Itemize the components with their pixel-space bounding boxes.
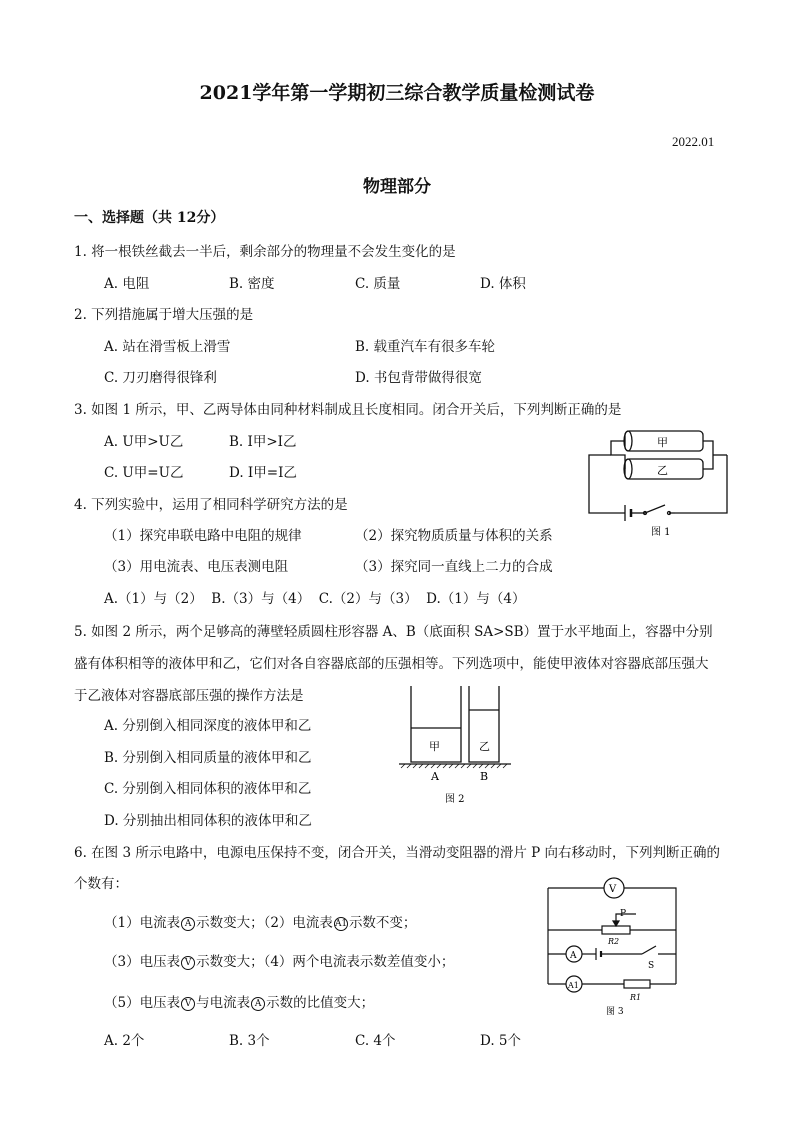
q1-option-c: C. 质量 [355, 276, 401, 292]
fig3-s-label: S [648, 961, 655, 971]
ammeter-a-symbol: A [181, 917, 195, 931]
question-5-line-3: 于乙液体对容器底部压强的操作方法是 [74, 688, 304, 704]
q4-item-3: （3）用电流表、电压表测电阻 [104, 559, 289, 575]
question-6-line-1: 6. 在图 3 所示电路中，电源电压保持不变，闭合开关，当滑动变阻器的滑片 P 向右移动时，下列判断正确的 [74, 845, 721, 861]
ammeter-a-symbol-2: A [251, 997, 265, 1011]
q2-option-c: C. 刀刃磨得很锋利 [104, 370, 217, 386]
q3-option-a: A. U甲>U乙 [104, 434, 184, 450]
fig3-r2-label: R2 [608, 937, 620, 946]
fig3-r1-label: R1 [630, 993, 642, 1002]
question-5-line-1: 5. 如图 2 所示，两个足够高的薄壁轻质圆柱形容器 A、B（底面积 SA>SB）置于水平地面上，容器中分别 [74, 624, 713, 640]
section-subtitle: 物理部分 [363, 177, 431, 197]
fig2-label-b: B [480, 770, 489, 783]
q4-options: A.（1）与（2） B.（3）与（4） C.（2）与（3） D.（1）与（4） [104, 591, 526, 607]
switch-s [642, 946, 656, 954]
figure-1-circuit [585, 425, 735, 540]
q2-option-d: D. 书包背带做得很宽 [355, 370, 482, 386]
q1-option-a: A. 电阻 [104, 276, 150, 292]
exam-date: 2022.01 [672, 134, 715, 149]
resistor-r1 [624, 980, 650, 988]
q6-option-c: C. 4个 [355, 1033, 396, 1049]
question-6-line-2: 个数有： [74, 876, 128, 892]
q1-option-d: D. 体积 [480, 276, 526, 292]
fig3-p-label: P [620, 909, 627, 919]
q5-option-d: D. 分别抽出相同体积的液体甲和乙 [104, 813, 312, 829]
fig3-v-label: V [609, 884, 617, 895]
page-title: 2021学年第一学期初三综合教学质量检测试卷 [199, 82, 595, 104]
question-1-stem: 1. 将一根铁丝截去一半后，剩余部分的物理量不会发生变化的是 [74, 244, 456, 260]
q4-item-4: （3）探究同一直线上二力的合成 [355, 559, 553, 575]
question-4-stem: 4. 下列实验中，运用了相同科学研究方法的是 [74, 497, 348, 513]
switch [645, 505, 665, 513]
fig2-label-yi: 乙 [479, 740, 490, 753]
question-2-stem: 2. 下列措施属于增大压强的是 [74, 307, 254, 323]
q6-option-d: D. 5个 [480, 1033, 522, 1049]
fig1-label-yi: 乙 [657, 464, 668, 477]
fig1-caption: 图 1 [651, 527, 671, 538]
q6-item-5: （5）电压表 V 与电流表 A 示数的比值变大； [104, 995, 375, 1011]
fig1-label-jia: 甲 [657, 436, 668, 449]
q5-option-a: A. 分别倒入相同深度的液体甲和乙 [104, 718, 312, 734]
rheostat-r2 [602, 926, 630, 934]
q2-option-b: B. 载重汽车有很多车轮 [355, 339, 496, 355]
q6-option-b: B. 3个 [229, 1033, 270, 1049]
section-heading: 一、选择题（共 12分） [74, 210, 225, 226]
q5-option-b: B. 分别倒入相同质量的液体甲和乙 [104, 750, 312, 766]
voltmeter-v-symbol-2: V [181, 997, 195, 1011]
q3-option-c: C. U甲=U乙 [104, 465, 184, 481]
figure-2-containers [395, 684, 515, 809]
figure-3-circuit [540, 874, 685, 1020]
q4-item-1: （1）探究串联电路中电阻的规律 [104, 528, 302, 544]
q2-option-a: A. 站在滑雪板上滑雪 [104, 339, 231, 355]
q5-option-c: C. 分别倒入相同体积的液体甲和乙 [104, 781, 312, 797]
q4-item-2: （2）探究物质质量与体积的关系 [355, 528, 553, 544]
q1-option-b: B. 密度 [229, 276, 275, 292]
fig3-a-label: A [570, 951, 577, 961]
voltmeter-v-symbol: V [181, 956, 195, 970]
fig2-label-jia: 甲 [429, 740, 440, 753]
q6-item-1-2: （1）电流表 A 示数变大；（2）电流表 A1 示数不变； [104, 915, 417, 931]
q3-option-d: D. I甲=I乙 [229, 465, 297, 481]
fig2-label-a: A [431, 770, 439, 783]
question-5-line-2: 盛有体积相等的液体甲和乙，它们对各自容器底部的压强相等。下列选项中，能使甲液体对容器底部压强大 [74, 656, 709, 672]
fig3-caption: 图 3 [606, 1007, 624, 1017]
q6-option-a: A. 2个 [104, 1033, 145, 1049]
q6-item-3-4: （3）电压表 V 示数变大；（4）两个电流表示数差值变小； [104, 954, 455, 970]
question-3-stem: 3. 如图 1 所示，甲、乙两导体由同种材料制成且长度相同。闭合开关后，下列判断正确的是 [74, 402, 622, 418]
fig2-caption: 图 2 [445, 794, 465, 805]
fig3-a1-label: A1 [568, 981, 579, 990]
q3-option-b: B. I甲>I乙 [229, 434, 297, 450]
ammeter-a1-symbol: A1 [334, 918, 348, 929]
